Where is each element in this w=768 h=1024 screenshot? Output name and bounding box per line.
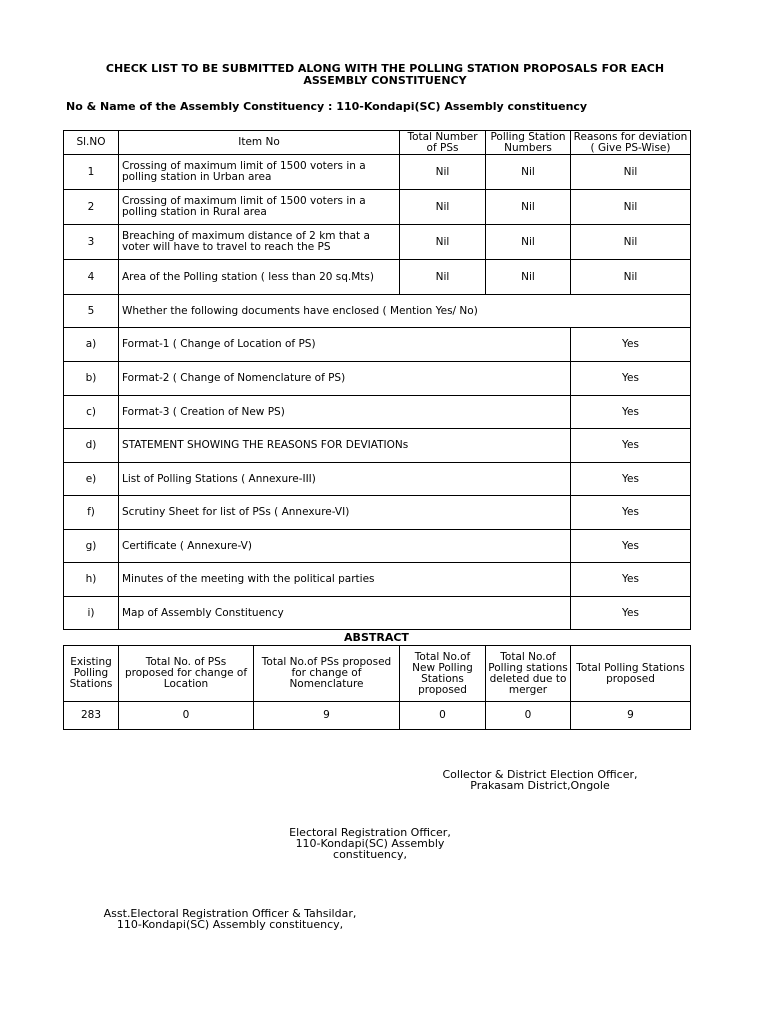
row-no: 3 [64, 225, 119, 260]
ero-constituency: 110-Kondapi(SC) Assembly [295, 837, 445, 850]
row-item: Crossing of maximum limit of 1500 voters in a polling station in Urban area [119, 155, 400, 190]
row-total: Nil [400, 190, 486, 225]
doc-item: Certificate ( Annexure-V) [119, 530, 571, 563]
constituency-heading: No & Name of the Assembly Constituency : 110-Kondapi(SC) Assembly constituency [66, 100, 588, 113]
abstract-value: 0 [119, 702, 254, 730]
row-total: Nil [400, 260, 486, 295]
document-title [60, 63, 710, 87]
table-row [64, 496, 691, 530]
doc-value: Yes [571, 530, 691, 563]
header-reasons-text: Reasons for deviation ( Give PS-Wise) [573, 131, 688, 154]
doc-item: Format-2 ( Change of Nomenclature of PS) [119, 362, 571, 396]
row-reason: Nil [571, 190, 691, 225]
abstract-header: Total No.of PSs proposed for change of Nomenclature [254, 646, 400, 702]
collector-title: Collector & District Election Officer, [442, 768, 638, 781]
header-slno: Sl.NO [64, 131, 119, 155]
row-station: Nil [486, 225, 571, 260]
aero-constituency: 110-Kondapi(SC) Assembly constituency, [116, 918, 344, 931]
abstract-header: Total No.of Polling stations deleted due to merger [486, 646, 571, 702]
doc-no: f) [64, 496, 119, 530]
table-row [64, 429, 691, 463]
doc-value: Yes [571, 563, 691, 597]
table-row [64, 328, 691, 362]
doc-item: Scrutiny Sheet for list of PSs ( Annexure-VI) [119, 496, 571, 530]
doc-item: Format-3 ( Creation of New PS) [119, 396, 571, 429]
row-total: Nil [400, 155, 486, 190]
abstract-table [63, 645, 691, 730]
abstract-value: 9 [254, 702, 400, 730]
table-row [64, 463, 691, 496]
title-line-2: ASSEMBLY CONSTITUENCY [303, 74, 467, 87]
doc-value: Yes [571, 463, 691, 496]
table-row [64, 225, 691, 260]
row-reason: Nil [571, 260, 691, 295]
doc-value: Yes [571, 429, 691, 463]
table-row [64, 396, 691, 429]
doc-no: g) [64, 530, 119, 563]
table-row [64, 530, 691, 563]
row-item: Area of the Polling station ( less than 20 sq.Mts) [119, 260, 400, 295]
doc-value: Yes [571, 396, 691, 429]
doc-item: Map of Assembly Constituency [119, 597, 571, 630]
doc-value: Yes [571, 328, 691, 362]
header-total-text: Total Number of PSs [407, 131, 478, 154]
row-reason: Nil [571, 225, 691, 260]
row-station: Nil [486, 190, 571, 225]
table-row [64, 260, 691, 295]
checklist-header-row [64, 131, 691, 155]
abstract-value: 283 [64, 702, 119, 730]
abstract-header: Total No. of PSs proposed for change of Location [119, 646, 254, 702]
abstract-header-row [64, 646, 691, 702]
header-station [486, 131, 571, 155]
doc-no: e) [64, 463, 119, 496]
header-station-text: Polling Station Numbers [490, 131, 566, 154]
doc-value: Yes [571, 496, 691, 530]
row-no: 5 [64, 295, 119, 328]
collector-district: Prakasam District,Ongole [470, 779, 610, 792]
row-item: Breaching of maximum distance of 2 km that a voter will have to travel to reach the PS [119, 225, 400, 260]
row-total: Nil [400, 225, 486, 260]
ero-constituency-suffix: constituency, [333, 848, 407, 861]
table-row [64, 563, 691, 597]
doc-no: i) [64, 597, 119, 630]
table-row [64, 597, 691, 630]
doc-no: b) [64, 362, 119, 396]
aero-signature-block [80, 908, 380, 930]
abstract-header: Total No.of New Polling Stations proposed [400, 646, 486, 702]
row-reason: Nil [571, 155, 691, 190]
doc-no: a) [64, 328, 119, 362]
doc-item: STATEMENT SHOWING THE REASONS FOR DEVIATIONs [119, 429, 571, 463]
row-no: 1 [64, 155, 119, 190]
abstract-values-row [64, 702, 691, 730]
doc-item: List of Polling Stations ( Annexure-III) [119, 463, 571, 496]
row-station: Nil [486, 155, 571, 190]
doc-value: Yes [571, 362, 691, 396]
row-item: Crossing of maximum limit of 1500 voters in a polling station in Rural area [119, 190, 400, 225]
ero-signature-block [260, 827, 480, 860]
abstract-header: Existing Polling Stations [64, 646, 119, 702]
doc-no: c) [64, 396, 119, 429]
row-no: 2 [64, 190, 119, 225]
doc-no: d) [64, 429, 119, 463]
checklist-table [63, 130, 691, 630]
doc-no: h) [64, 563, 119, 597]
doc-item: Minutes of the meeting with the political parties [119, 563, 571, 597]
abstract-title: ABSTRACT [344, 631, 409, 644]
table-row [64, 190, 691, 225]
title-line-1: CHECK LIST TO BE SUBMITTED ALONG WITH THE POLLING STATION PROPOSALS FOR EACH [105, 62, 665, 75]
aero-title: Asst.Electoral Registration Officer & Tahsildar, [103, 907, 357, 920]
doc-item: Format-1 ( Change of Location of PS) [119, 328, 571, 362]
abstract-value: 0 [486, 702, 571, 730]
doc-value: Yes [571, 597, 691, 630]
row-station: Nil [486, 260, 571, 295]
table-row [64, 155, 691, 190]
row-item: Whether the following documents have enclosed ( Mention Yes/ No) [119, 295, 691, 328]
abstract-header: Total Polling Stations proposed [571, 646, 691, 702]
abstract-value: 0 [400, 702, 486, 730]
table-row [64, 295, 691, 328]
ero-title: Electoral Registration Officer, [289, 826, 451, 839]
row-no: 4 [64, 260, 119, 295]
table-row [64, 362, 691, 396]
header-reasons [571, 131, 691, 155]
header-total [400, 131, 486, 155]
collector-signature-block [420, 769, 660, 791]
abstract-value: 9 [571, 702, 691, 730]
header-item: Item No [119, 131, 400, 155]
